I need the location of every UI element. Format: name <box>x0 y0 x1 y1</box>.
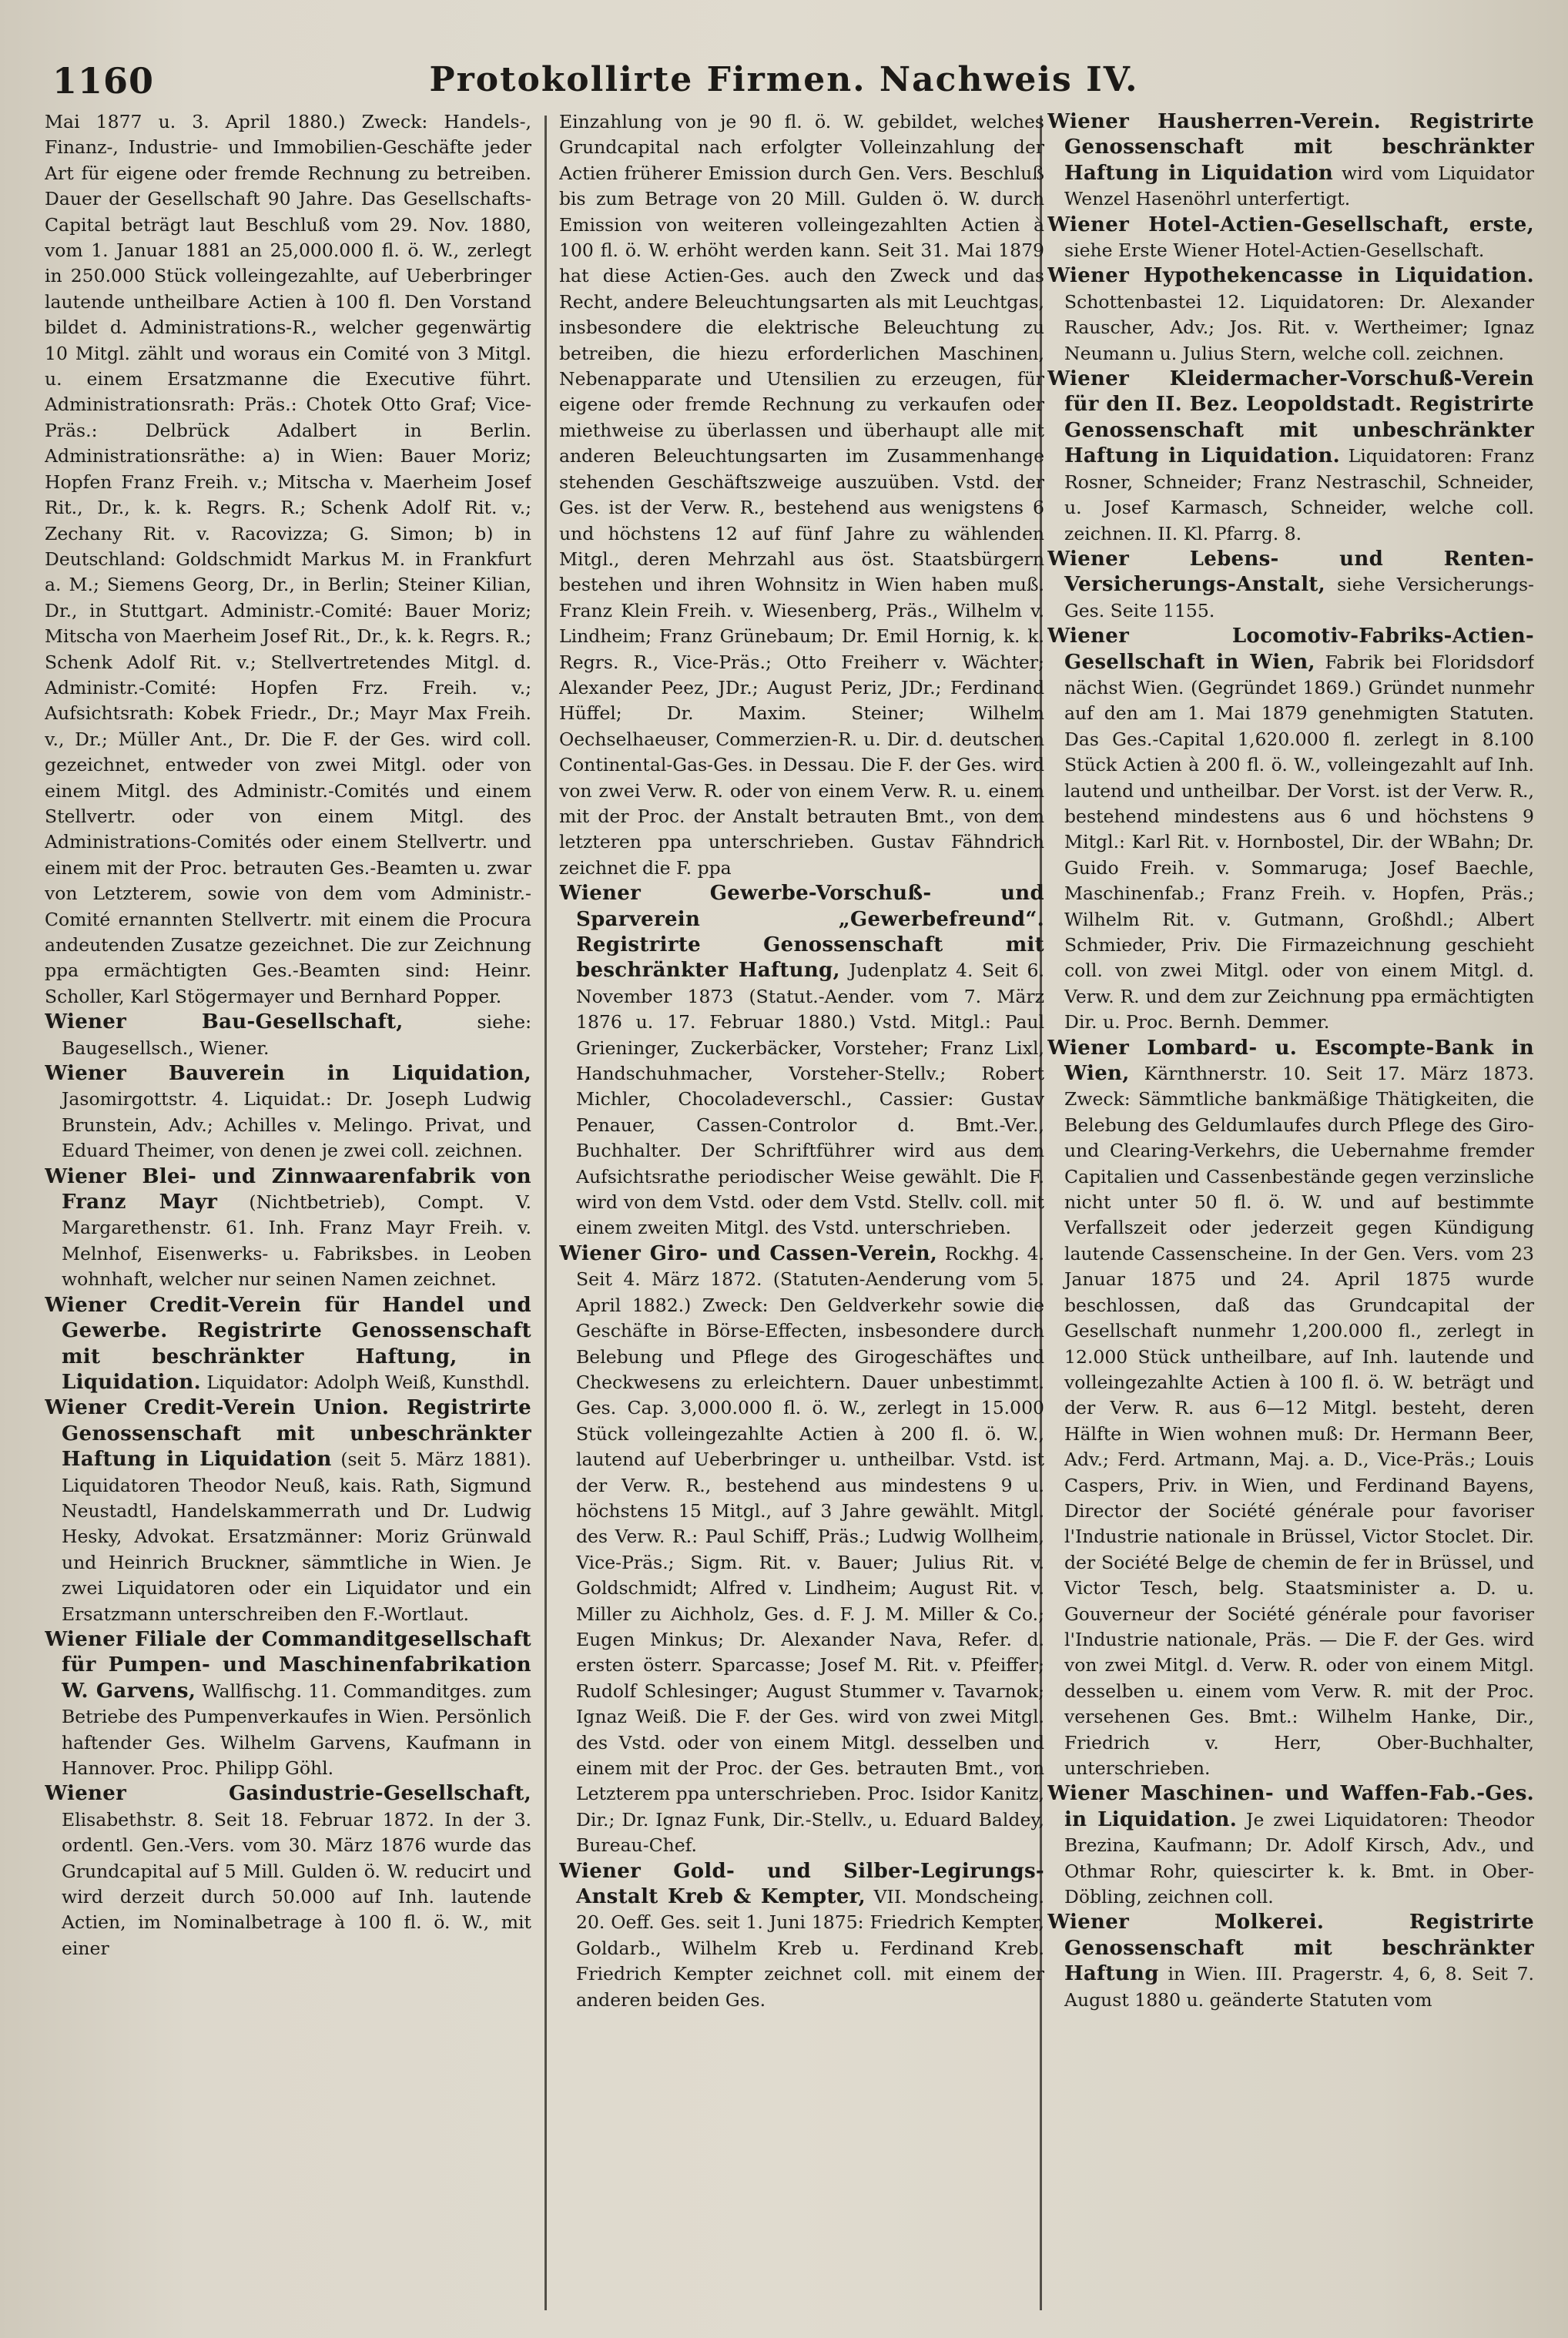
firm-entry <box>559 881 1044 1241</box>
firm-name: Wiener Molkerei. Registrirte Genossenschaft mit beschränkter Haftung <box>1047 1911 1534 1986</box>
entry-text: in Wien. III. Pragerstr. 4, 6, 8. Seit 7. August 1880 u. geänderte Statuten vom <box>1064 1963 1534 2011</box>
firm-name: Wiener Bauverein in Liquidation, <box>45 1062 531 1086</box>
entry-text: Elisabethstr. 8. Seit 18. Februar 1872. In der 3. ordentl. Gen.-Vers. vom 30. März 1876 wurde das Grundcapital auf 5 Mill. Gulden ö. W. reducirt und wird derzeit durch 50.000 auf Inh. lautende Actien, im Nominalbetrage à 100 fl. ö. W., mit einer <box>62 1808 531 1959</box>
entry-text: siehe Versicherungs-Ges. Seite 1155. <box>1064 574 1534 621</box>
firm-name: Wiener Hotel-Actien-Gesellschaft, erste, <box>1047 213 1534 236</box>
firm-entry <box>45 1061 531 1164</box>
firm-entry <box>1047 367 1534 547</box>
text-column-1 <box>45 109 531 2312</box>
column-rule-1 <box>544 116 547 2310</box>
entry-text: wird vom Liquidator Wenzel Hasenöhrl unterfertigt. <box>1064 162 1534 210</box>
firm-name: Wiener Bau-Gesellschaft, <box>45 1010 404 1034</box>
firm-entry <box>559 1859 1044 2013</box>
entry-text: Liquidatoren: Franz Rosner, Schneider; Franz Nestraschil, Schneider, u. Josef Karmasch, Schneider, welche coll. zeichnen. II. Kl. Pfarrg. 8. <box>1064 445 1534 544</box>
firm-entry <box>45 1395 531 1627</box>
text-column-2 <box>559 109 1044 2312</box>
entry-text: Einzahlung von je 90 fl. ö. W. gebildet, welches Grundcapital nach erfolgter Volleinzahlung der Actien früherer Emission durch Gen. Vers. Beschluß bis zum Betrage von 20 Mill. Gulden ö. W. durch Emission von weiteren volleingezahlten Actien à 100 fl. ö. W. erhöht werden kann. Seit 31. Mai 1879 hat diese Actien-Ges. auch den Zweck und das Recht, andere Beleuchtungsarten als mit Leuchtgas, insbesondere die elektrische Beleuchtung zu betreiben, die hiezu erforderlichen Maschinen, Nebenapparate und Utensilien zu erzeugen, für eigene oder fremde Rechnung zu verkaufen oder miethweise zu überlassen und überhaupt alle mit anderen Beleuchtungsarten im Zusammenhange stehenden Geschäftszweige auszuüben. Vstd. der Ges. ist der Verw. R., bestehend aus wenigstens 6 und höchstens 12 auf fünf Jahre zu wählenden Mitgl., deren Mehrzahl aus öst. Staatsbürgern bestehen und ihren Wohnsitz in Wien haben muß. Franz Klein Freih. v. Wiesenberg, Präs., Wilhelm v. Lindheim; Franz Grünebaum; Dr. Emil Hornig, k. k. Regrs. R., Vice-Präs.; Otto Freiherr v. Wächter; Alexander Peez, JDr.; August Periz, JDr.; Ferdinand Hüffel; Dr. Maxim. Steiner; Wilhelm Oechselhaeuser, Commerzien-R. u. Dir. d. deutschen Continental-Gas-Ges. in Dessau. Die F. der Ges. wird von zwei Verw. R. oder von einem Verw. R. u. einem mit der Proc. der Anstalt betrauten Bmt., von dem letzteren ppa unterschrieben. Gustav Fähndrich zeichnet die F. ppa <box>559 111 1044 879</box>
firm-entry <box>559 109 1044 881</box>
firm-entry <box>45 1781 531 1961</box>
firm-name: Wiener Credit-Verein Union. Registrirte Genossenschaft mit unbeschränkter Haftung in Liquidation <box>45 1396 531 1472</box>
firm-name: Wiener Gewerbe-Vorschuß- und Sparverein „Gewerbefreund“. Registrirte Genossenschaft mit beschränkter Haftung, <box>559 882 1044 983</box>
firm-entry <box>1047 263 1534 367</box>
running-title: Protokollirte Firmen. Nachweis IV. <box>429 60 1139 99</box>
firm-name: Wiener Locomotiv-Fabriks-Actien-Gesellschaft in Wien, <box>1047 625 1534 674</box>
entry-text: Jasomirgottstr. 4. Liquidat.: Dr. Joseph Ludwig Brunstein, Adv.; Achilles v. Melingo. Privat, und Eduard Theimer, von denen je zwei coll. zeichnen. <box>62 1088 531 1162</box>
entry-text: siehe Erste Wiener Hotel-Actien-Gesellschaft. <box>1064 239 1485 262</box>
page-header <box>45 54 1523 108</box>
firm-name: Wiener Hausherren-Verein. Registrirte Genossenschaft mit beschränkter Haftung in Liquidation <box>1047 110 1534 185</box>
firm-entry <box>1047 624 1534 1036</box>
entry-text: Je zwei Liquidatoren: Theodor Brezina, Kaufmann; Dr. Adolf Kirsch, Adv., und Othmar Rohr, quiescirter k. k. Bmt. in Ober-Döbling, zeichnen coll. <box>1064 1808 1534 1908</box>
firm-entry <box>1047 109 1534 213</box>
firm-name: Wiener Lombard- u. Escompte-Bank in Wien, <box>1047 1036 1534 1086</box>
firm-entry <box>559 1241 1044 1859</box>
firm-entry <box>1047 1781 1534 1910</box>
entry-text: (seit 5. März 1881). Liquidatoren Theodor Neuß, kais. Rath, Sigmund Neustadtl, Handelskammerrath und Dr. Ludwig Hesky, Advokat. Ersatzmänner: Moriz Grünwald und Heinrich Bruckner, sämmtliche in Wien. Je zwei Liquidatoren oder ein Liquidator und ein Ersatzmann unterschreiben den F.-Wortlaut. <box>62 1449 531 1625</box>
firm-entry <box>1047 1036 1534 1782</box>
firm-entry <box>45 1293 531 1396</box>
entry-text: Wallfischg. 11. Commanditges. zum Betriebe des Pumpenverkaufes in Wien. Persönlich haftender Ges. Wilhelm Garvens, Kaufmann in Hannover. Proc. Philipp Göhl. <box>62 1680 531 1779</box>
firm-name: Wiener Giro- und Cassen-Verein, <box>559 1241 938 1265</box>
firm-name: Wiener Gold- und Silber-Legirungs-Anstalt Kreb & Kempter, <box>559 1859 1044 1909</box>
entry-text: Judenplatz 4. Seit 6. November 1873 (Statut.-Aender. vom 7. März 1876 u. 17. Februar 1880.) Vstd. Mitgl.: Paul Grieninger, Zuckerbäcker, Vorsteher; Franz Lixl, Handschuhmacher, Vorsteher-Stellv.; Robert Michler, Chocoladeverschl., Cassier: Gustav Penauer, Cassen-Controlor d. Bmt.-Ver., Buchhalter. Der Schriftführer wird aus dem Aufsichtsrathe periodischer Weise gewählt. Die F. wird von dem Vstd. oder dem Vstd. Stellv. coll. mit einem zweiten Mitgl. des Vstd. unterschrieben. <box>576 960 1044 1239</box>
entry-text: Kärnthnerstr. 10. Seit 17. März 1873. Zweck: Sämmtliche bankmäßige Thätigkeiten, die Belebung des Geldumlaufes durch Pflege des Giro- und Clearing-Verkehrs, die Uebernahme fremder Capitalien und Cassenbestände gegen verzinsliche nicht unter 50 fl. ö. W. und auf bestimmte Verfallszeit oder jederzeit gegen Kündigung lautende Cassenscheine. In der Gen. Vers. vom 23 Januar 1875 und 24. April 1875 wurde beschlossen, daß das Grundcapital der Gesellschaft nunmehr 1,200.000 fl., zerlegt in 12.000 Stück untheilbare, auf Inh. lautende und volleingezahlte Actien à 100 fl. ö. W. beträgt und der Verw. R. aus 6—12 Mitgl. besteht, deren Hälfte in Wien wohnen muß: Dr. Hermann Beer, Adv.; Ferd. Artmann, Maj. a. D., Vice-Präs.; Louis Caspers, Priv. in Wien, und Ferdinand Bayens, Director der Société générale pour favoriser l'Industrie nationale in Brüssel, Victor Stoclet. Dir. der Société Belge de chemin de fer in Brüssel, und Victor Tesch, belg. Staatsminister a. D. u. Gouverneur der Société générale pour favoriser l'Industrie nationale, Präs. — Die F. der Ges. wird von zwei Mitgl. d. Verw. R. oder von einem Mitgl. desselben u. einem vom Verw. R. mit der Proc. versehenen Ges. Bmt.: Wilhelm Hanke, Dir., Friedrich v. Herr, Ober-Buchhalter, unterschrieben. <box>1064 1063 1534 1779</box>
firm-name: Wiener Gasindustrie-Gesellschaft, <box>45 1782 531 1806</box>
firm-name: Wiener Credit-Verein für Handel und Gewerbe. Registrirte Genossenschaft mit beschränkter Haftung, in Liquidation. <box>45 1293 531 1394</box>
firm-entry <box>1047 213 1534 264</box>
firm-name: Wiener Lebens- und Renten-Versicherungs-Anstalt, <box>1047 547 1534 597</box>
firm-name: Wiener Maschinen- und Waffen-Fab.-Ges. in Liquidation. <box>1047 1782 1534 1831</box>
firm-entry <box>45 1164 531 1293</box>
firm-entry <box>45 1010 531 1061</box>
entry-text: Fabrik bei Floridsdorf nächst Wien. (Gegründet 1869.) Gründet nunmehr auf den am 1. Mai 1879 genehmigten Statuten. Das Ges.-Capital 1,620.000 fl. zerlegt in 8.100 Stück Actien à 200 fl. ö. W., volleingezahlt auf Inh. lautend und untheilbar. Der Vorst. ist der Verw. R., bestehend mindestens aus 6 und höchstens 9 Mitgl.: Karl Rit. v. Hornbostel, Dir. der WBahn; Dr. Guido Freih. v. Sommaruga; Josef Baechle, Maschinenfab.; Franz Freih. v. Hopfen, Präs.; Wilhelm Rit. v. Gutmann, Großhdl.; Albert Schmieder, Priv. Die Firmazeichnung geschieht coll. von zwei Mitgl. oder von einem Mitgl. d. Verw. R. und dem zur Zeichnung ppa ermächtigten Dir. u. Proc. Bernh. Demmer. <box>1064 651 1534 1033</box>
firm-name: Wiener Hypothekencasse in Liquidation. <box>1047 264 1534 288</box>
entry-text: Mai 1877 u. 3. April 1880.) Zweck: Handels-, Finanz-, Industrie- und Immobilien-Geschäfte jeder Art für eigene oder fremde Rechnung zu betreiben. Dauer der Gesellschaft 90 Jahre. Das Gesellschafts-Capital beträgt laut Beschluß vom 29. Nov. 1880, vom 1. Januar 1881 an 25,000.000 fl. ö. W., zerlegt in 250.000 Stück volleingezahlte, auf Ueberbringer lautende untheilbare Actien à 100 fl. Den Vorstand bildet d. Administrations-R., welcher gegenwärtig 10 Mitgl. zählt und woraus ein Comité von 3 Mitgl. u. einem Ersatzmanne die Executive führt. Administrationsrath: Präs.: Chotek Otto Graf; Vice-Präs.: Delbrück Adalbert in Berlin. Administrationsräthe: a) in Wien: Bauer Moriz; Hopfen Franz Freih. v.; Mitscha v. Maerheim Josef Rit., Dr., k. k. Regrs. R.; Schenk Adolf Rit. v.; Zechany Rit. v. Racovizza; G. Simon; b) in Deutschland: Goldschmidt Markus M. in Frankfurt a. M.; Siemens Georg, Dr., in Berlin; Steiner Kilian, Dr., in Stuttgart. Administr.-Comité: Bauer Moriz; Mitscha von Maerheim Josef Rit., Dr., k. k. Regrs. R.; Schenk Adolf Rit. v.; Stellvertretendes Mitgl. d. Administr.-Comité: Hopfen Frz. Freih. v.; Aufsichtsrath: Kobek Friedr., Dr.; Mayr Max Freih. v., Dr.; Müller Ant., Dr. Die F. der Ges. wird coll. gezeichnet, entweder von zwei Mitgl. oder von einem Mitgl. des Administr.-Comités und einem Stellvertr. oder von einem Mitgl. des Administrations-Comités oder einem Stellvertr. und einem mit der Proc. betrauten Ges.-Beamten u. zwar von Letzterem, sowie von dem vom Administr.-Comité ernannten Stellvertr. mit einem die Procura andeutenden Zusatze gezeichnet. Die zur Zeichnung ppa ermächtigten Ges.-Beamten sind: Heinr. Scholler, Karl Stögermayer und Bernhard Popper. <box>45 111 531 1007</box>
entry-text: siehe: Baugesellsch., Wiener. <box>62 1011 531 1059</box>
firm-entry <box>45 1627 531 1781</box>
entry-text: (Nichtbetrieb), Compt. V. Margarethenstr. 61. Inh. Franz Mayr Freih. v. Melnhof, Eisenwerks- u. Fabriksbes. in Leoben wohnhaft, welcher nur seinen Namen zeichnet. <box>62 1191 531 1291</box>
firm-name: Wiener Filiale der Commanditgesellschaft für Pumpen- und Maschinenfabrikation W. Garvens, <box>45 1627 531 1703</box>
text-column-3 <box>1047 109 1534 2312</box>
entry-text: Schottenbastei 12. Liquidatoren: Dr. Alexander Rauscher, Adv.; Jos. Rit. v. Wertheimer; Ignaz Neumann u. Julius Stern, welche coll. zeichnen. <box>1064 290 1534 364</box>
entry-text: Rockhg. 4. Seit 4. März 1872. (Statuten-Aenderung vom 5. April 1882.) Zweck: Den Geldverkehr sowie die Geschäfte in Börse-Effecten, insbesondere durch Belebung und Pflege des Girogeschäftes und Checkwesens zu erleichtern. Dauer unbestimmt. Ges. Cap. 3,000.000 fl. ö. W., zerlegt in 15.000 Stück volleingezahlte Actien à 200 fl. ö. W., lautend auf Ueberbringer u. untheilbar. Vstd. ist der Verw. R., bestehend aus mindestens 9 u. höchstens 15 Mitgl., auf 3 Jahre gewählt. Mitgl. des Verw. R.: Paul Schiff, Präs.; Ludwig Wollheim, Vice-Präs.; Sigm. Rit. v. Bauer; Julius Rit. v. Goldschmidt; Alfred v. Lindheim; August Rit. v. Miller zu Aichholz, Ges. d. F. J. M. Miller & Co.; Eugen Minkus; Dr. Alexander Nava, Refer. d. ersten österr. Sparcasse; Josef M. Rit. v. Pfeiffer; Rudolf Schlesinger; August Stummer v. Tavarnok; Ignaz Weiß. Die F. der Ges. wird von zwei Mitgl. des Vstd. oder von einem Mitgl. desselben und einem mit der Proc. der Ges. betrauten Bmt., von Letzterem ppa unterschrieben. Proc. Isidor Kanitz, Dir.; Dr. Ignaz Funk, Dir.-Stellv., u. Eduard Baldey, Bureau-Chef. <box>576 1242 1044 1857</box>
firm-name: Wiener Kleidermacher-Vorschuß-Verein für den II. Bez. Leopoldstadt. Registrirte Genossenschaft mit unbeschränkter Haftung in Liquidation. <box>1047 367 1534 468</box>
firm-entry <box>45 109 531 1010</box>
page-number: 1160 <box>52 60 155 102</box>
firm-entry <box>1047 1910 1534 2013</box>
firm-name: Wiener Blei- und Zinnwaarenfabrik von Franz Mayr <box>45 1164 531 1214</box>
entry-text: Liquidator: Adolph Weiß, Kunsthdl. <box>206 1371 531 1393</box>
firm-entry <box>1047 547 1534 624</box>
entry-text: VII. Mondscheing. 20. Oeff. Ges. seit 1. Juni 1875: Friedrich Kempter, Goldarb., Wilhelm Kreb u. Ferdinand Kreb. Friedrich Kempter zeichnet coll. mit einem der anderen beiden Ges. <box>576 1886 1044 2011</box>
